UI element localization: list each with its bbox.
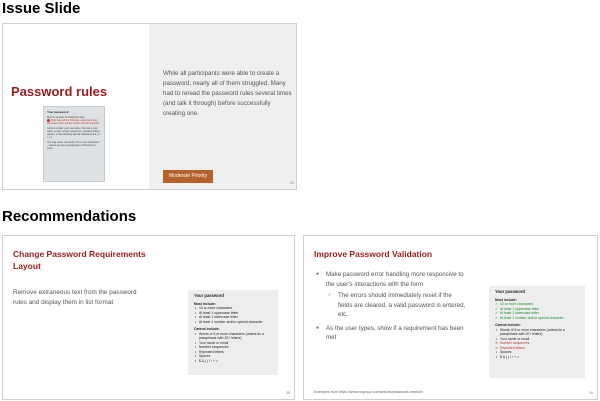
issue-heading: Password rules xyxy=(11,84,108,99)
list-item: Repeated letters xyxy=(500,345,525,350)
page-number: 39 xyxy=(589,391,593,395)
list-item: • Your name or email xyxy=(199,341,272,346)
mini-line: You may reuse old words of 5 or more characters – unless you use a passphrase of 20 letters or more xyxy=(47,141,100,151)
bullet-item: ● As the user types, show if a requirement has been met xyxy=(316,324,466,343)
mini-line: Must be at least 10 characters long xyxy=(47,116,85,119)
list-item: • 10 or more characters xyxy=(199,306,272,311)
list-item: At least 1 lowercase letter xyxy=(500,311,539,315)
priority-badge[interactable]: Moderate Priority xyxy=(163,170,213,183)
list-item: • Number sequences xyxy=(199,345,272,350)
page-number: 22 xyxy=(290,181,294,185)
issue-slide[interactable] xyxy=(2,23,297,190)
list-item: • Words of 5 or more characters (unless its a passphrase with 20+ letters) xyxy=(199,332,272,341)
card-title: Your password xyxy=(194,293,224,298)
must-include-list xyxy=(194,306,272,324)
cross-icon: ✕ xyxy=(495,345,498,350)
password-card-example xyxy=(188,290,278,375)
check-icon: ✓ xyxy=(495,306,498,311)
source-footnote: Examples from https://www.nngroup.com/articles/password-creation/ xyxy=(314,390,424,394)
list-item: 10 or more characters xyxy=(500,302,534,306)
list-item: • At least 1 lowercase letter xyxy=(199,315,272,320)
cannot-include-list xyxy=(194,332,272,364)
must-include-list xyxy=(495,302,579,320)
cannot-include-list xyxy=(495,328,579,360)
list-item: Number sequences xyxy=(500,341,530,345)
list-item: • $ & ( ) \ / + = xyxy=(500,355,579,360)
list-item: • Your name or email xyxy=(500,337,579,342)
password-rules-screenshot xyxy=(43,106,105,182)
password-card-validation-example xyxy=(489,286,585,378)
rec-title: Change Password Requirements Layout xyxy=(13,249,146,271)
issue-right-panel xyxy=(149,24,297,189)
cannot-include-label: Cannot include: xyxy=(194,327,220,331)
list-item: • Words of 5 or more characters (unless its a passphrase with 20+ letters) xyxy=(500,328,579,337)
issue-section-title: Issue Slide xyxy=(2,0,81,17)
list-item: • Repeated letters xyxy=(199,350,272,355)
cannot-include-label: Cannot include: xyxy=(495,323,521,327)
list-item: At least 1 number and/or special character xyxy=(500,315,564,320)
card-title: Your password xyxy=(495,289,525,294)
mini-error-text: Must have all the following: uppercase letter, lowercase letter, number and/or special character xyxy=(47,119,100,126)
sub-bullet-item: ○ The errors should immediately reset if the fields are cleared, a valid password is entered, etc. xyxy=(316,291,466,320)
mini-line: Cannot contain: your username, first name, last name, email, number sequences, repeated letters, spaces, or the following special characters $ & ( ) \ / + = xyxy=(47,127,101,140)
page-number: 38 xyxy=(286,391,290,395)
check-icon: ✓ xyxy=(495,302,498,306)
list-item: • $ & ( ) \ / + = xyxy=(199,359,272,364)
cross-icon: ✕ xyxy=(495,341,498,345)
rec-bullets xyxy=(316,270,466,345)
rec-title: Improve Password Validation xyxy=(314,249,433,259)
bullet-item: ● Make password error handling more responsive to the user's interactions with the form xyxy=(316,270,466,289)
check-icon: ✓ xyxy=(495,311,498,315)
check-icon: ✓ xyxy=(495,315,498,320)
must-include-label: Must include: xyxy=(495,297,517,302)
list-item: At least 1 uppercase letter xyxy=(500,306,540,311)
list-item: • At least 1 number and/or special character xyxy=(199,320,272,325)
list-item: • Spaces xyxy=(199,354,272,359)
issue-body: While all participants were able to create a password, nearly all of them struggled. Many had to reread the password rules several times (and talk it through) before successfully creating one. xyxy=(163,70,292,117)
list-item: • Spaces xyxy=(500,350,579,355)
recommendation-slide-validation[interactable] xyxy=(303,235,598,400)
mini-error xyxy=(47,119,101,125)
rec-body: Remove extraneous text from the password rules and display them in list format xyxy=(13,289,137,306)
recommendation-slide-layout[interactable] xyxy=(2,235,295,400)
mini-title: Your password xyxy=(47,110,69,114)
rec-section-title: Recommendations xyxy=(2,208,137,225)
issue-left-panel xyxy=(3,24,149,189)
list-item: • At least 1 uppercase letter xyxy=(199,311,272,316)
must-include-label: Must include: xyxy=(194,301,216,306)
